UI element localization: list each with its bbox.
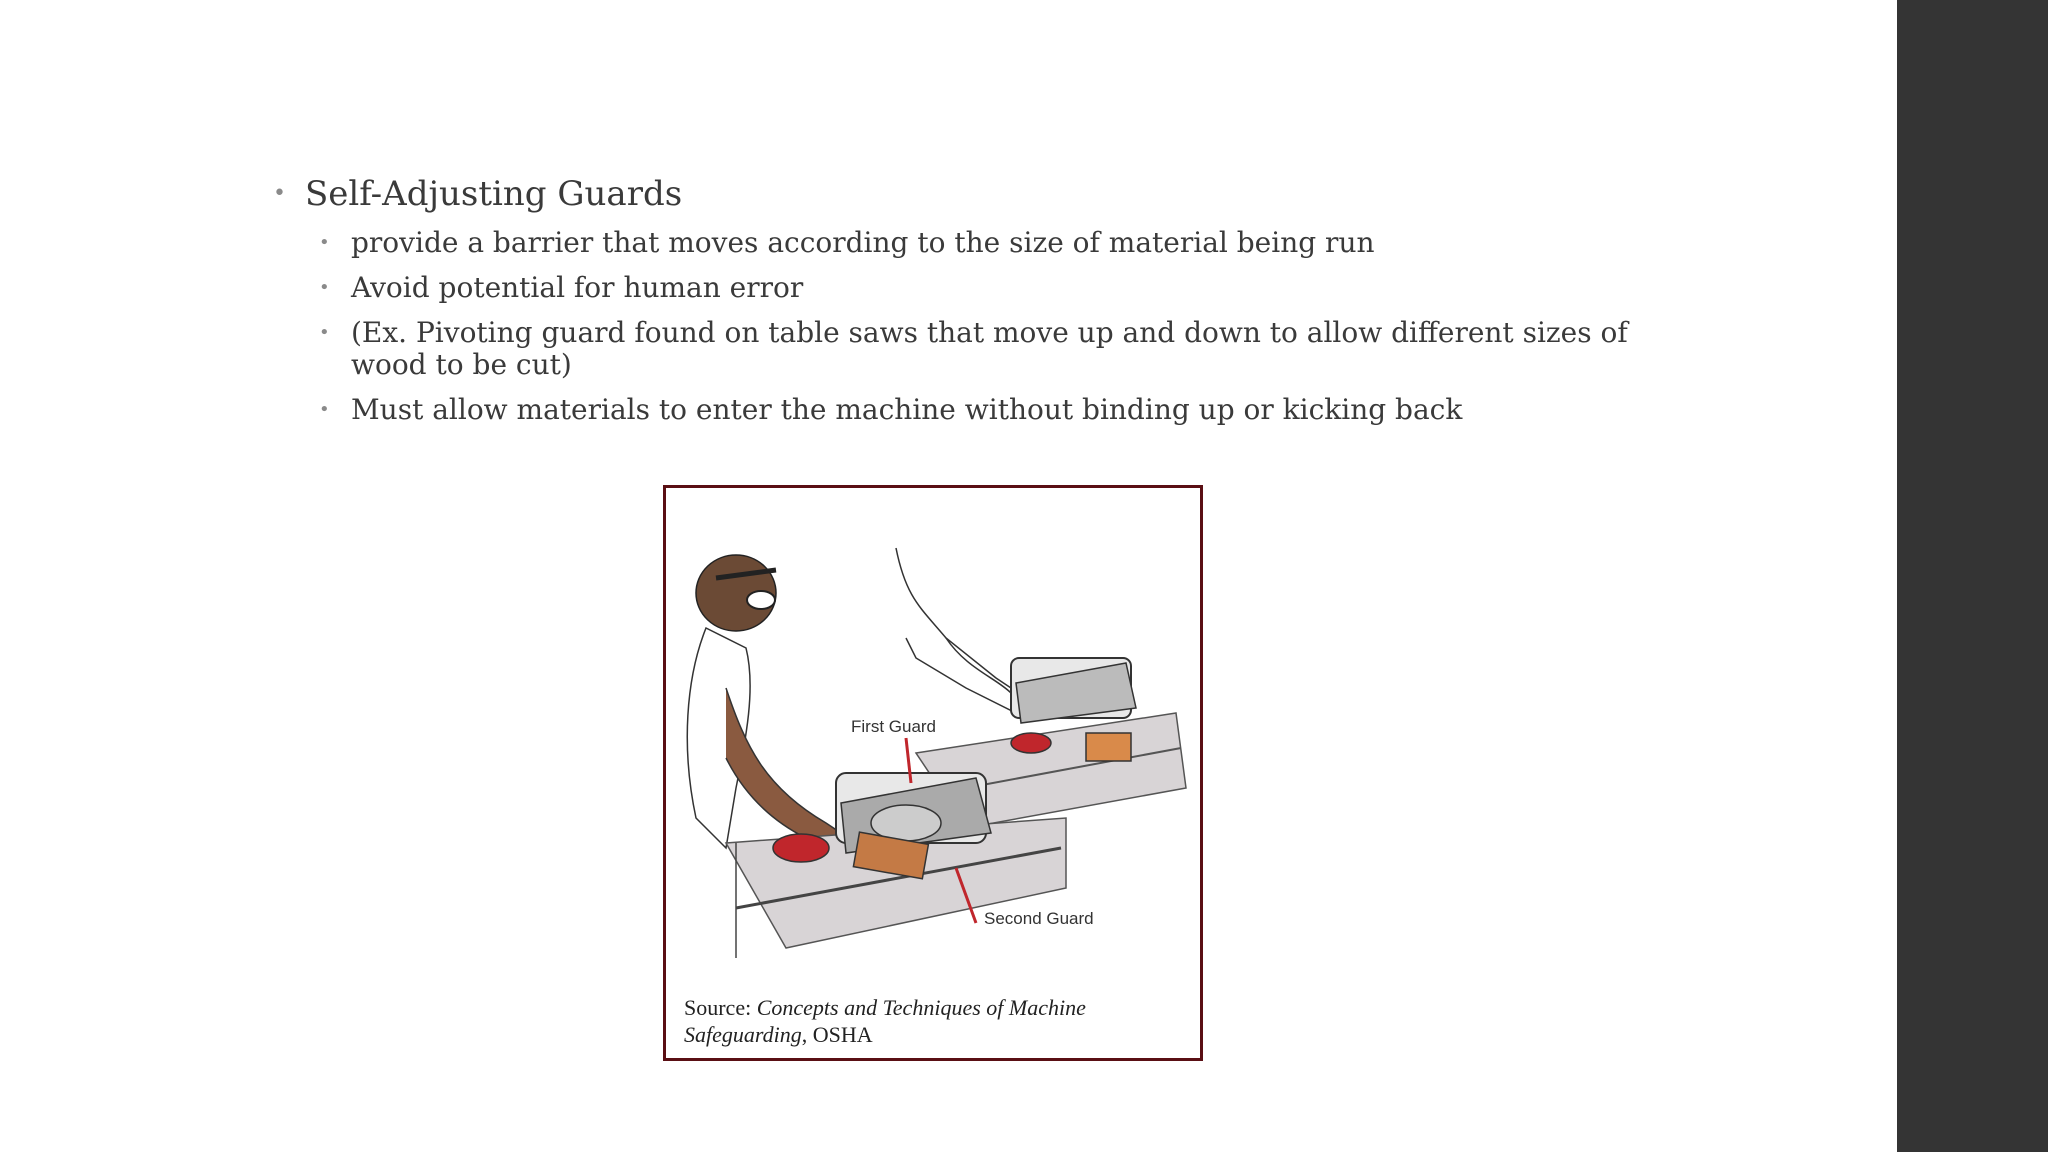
bullet-dot-icon: • xyxy=(319,322,330,343)
sub-bullet-text: provide a barrier that moves according to the size of material being run xyxy=(351,226,1375,259)
bullet-dot-icon: • xyxy=(273,181,286,206)
bullet-dot-icon: • xyxy=(319,399,330,420)
table-saw-figure xyxy=(663,485,1203,1061)
caption-prefix: Source: xyxy=(684,995,757,1020)
caption-suffix: , OSHA xyxy=(801,1022,873,1047)
main-bullet-text: Self-Adjusting Guards xyxy=(305,174,683,214)
figure-caption xyxy=(684,994,1184,1048)
bullet-dot-icon: • xyxy=(319,277,330,298)
sub-bullet-text: Must allow materials to enter the machine without binding up or kicking back xyxy=(351,393,1463,426)
slide-sidebar xyxy=(1897,0,2048,1152)
second-guard-label: Second Guard xyxy=(984,909,1094,928)
caption-source-title: Concepts and Techniques of Machine Safeguarding xyxy=(684,995,1086,1047)
bullet-dot-icon: • xyxy=(319,232,330,253)
first-guard-label: First Guard xyxy=(851,717,937,736)
sub-bullet-text: (Ex. Pivoting guard found on table saws that move up and down to allow different sizes of wood to be cut) xyxy=(351,316,1628,381)
table-saw-illustration xyxy=(666,488,1200,1058)
sub-bullet-text: Avoid potential for human error xyxy=(351,271,804,304)
